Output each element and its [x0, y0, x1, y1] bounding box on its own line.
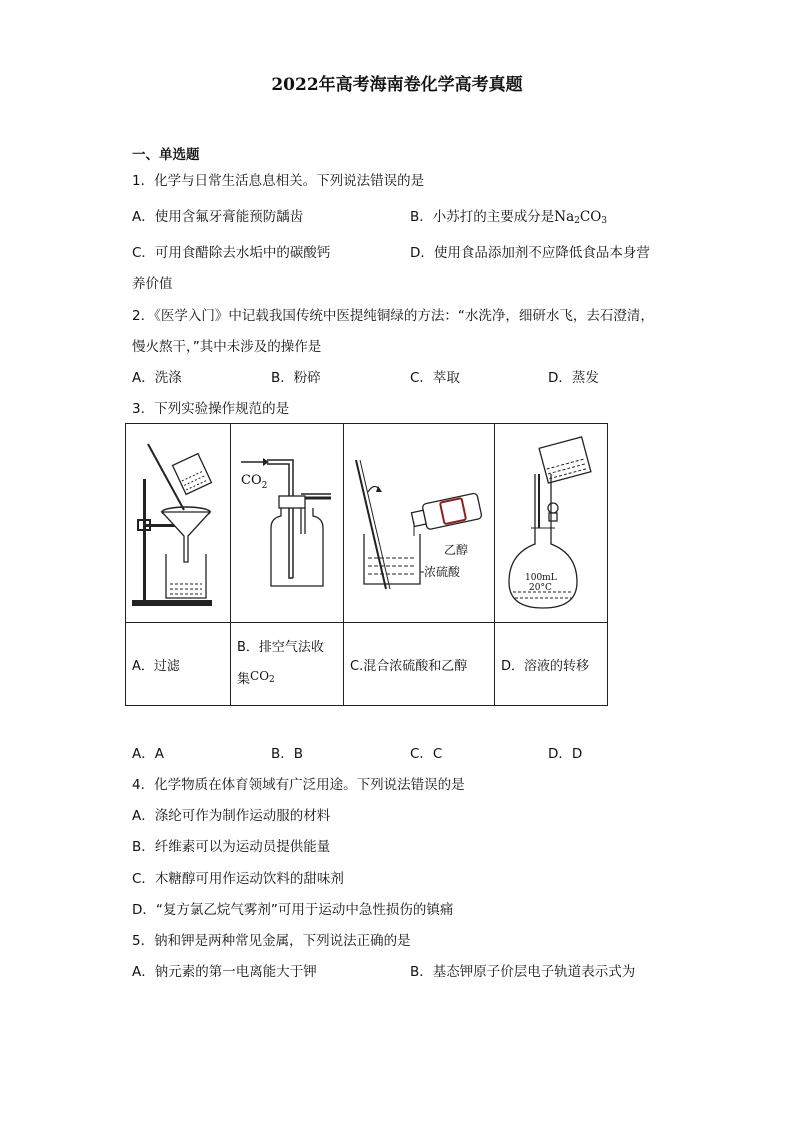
- gas-collection-diagram: [231, 424, 344, 623]
- label-b-line2: [237, 662, 343, 694]
- label-b: [231, 623, 344, 706]
- formula-subscript: 2: [269, 675, 275, 685]
- q4-option-d: D．“复方氯乙烷气雾剂”可用于运动中急性损伤的镇痛: [132, 902, 454, 918]
- q2-option-a: A．洗涤: [132, 370, 182, 386]
- q3-option-d: D．D: [548, 746, 583, 762]
- formula-element: Na: [554, 209, 575, 225]
- label-d: D．溶液的转移: [495, 623, 608, 706]
- ethanol-label: 乙醇: [444, 543, 469, 557]
- label-b-text: 集: [237, 672, 251, 687]
- label-b-line1: B．排空气法收: [237, 640, 324, 655]
- q2-option-c: C．萃取: [410, 370, 460, 386]
- q1-option-b: [410, 208, 607, 230]
- q3-option-b: B．B: [271, 746, 304, 762]
- section-heading: 一、单选题: [132, 147, 200, 163]
- q4-option-c: C．木糖醇可用作运动饮料的甜味剂: [132, 871, 344, 887]
- formula-subscript: 3: [601, 216, 608, 226]
- q1-stem: 1．化学与日常生活息息相关。下列说法错误的是: [132, 173, 425, 189]
- q1-option-b-text: B．小苏打的主要成分是: [410, 209, 555, 225]
- formula-element: CO: [250, 669, 270, 683]
- q4-stem: 4．化学物质在体育领域有广泛用途。下列说法错误的是: [132, 777, 465, 793]
- label-b-formula: [250, 669, 275, 683]
- q2-option-b: B．粉碎: [271, 370, 321, 386]
- mixing-diagram: [344, 424, 495, 623]
- q4-option-b: B．纤维素可以为运动员提供能量: [132, 839, 331, 855]
- q5-option-a: A．钠元素的第一电离能大于钾: [132, 964, 317, 980]
- q1-option-d-cont: 养价值: [132, 276, 173, 292]
- q2-option-d: D．蒸发: [548, 370, 599, 386]
- acid-label: 浓硫酸: [424, 565, 461, 579]
- co2-label: $CO_2$: [241, 473, 268, 491]
- label-c: C.混合浓硫酸和乙醇: [344, 623, 495, 706]
- q1-option-b-formula: [554, 209, 607, 225]
- q5-option-b: B．基态钾原子价层电子轨道表示式为: [410, 964, 636, 980]
- q1-option-c: C．可用食醋除去水垢中的碳酸钙: [132, 245, 331, 261]
- q2-stem-line1: 2．《医学入门》中记载我国传统中医提纯铜绿的方法：“水洗净，细研水飞，去石澄清，: [132, 308, 654, 324]
- q5-stem: 5．钠和钾是两种常见金属，下列说法正确的是: [132, 933, 411, 949]
- flask-temp-label: 20°C: [529, 583, 552, 593]
- label-a: A．过滤: [126, 623, 231, 706]
- q1-option-d: D．使用食品添加剂不应降低食品本身营: [410, 245, 650, 261]
- formula-element: CO: [579, 209, 602, 225]
- q3-option-c: C．C: [410, 746, 443, 762]
- filtration-diagram: [126, 424, 231, 623]
- experiment-table: [125, 423, 608, 706]
- flask-volume-label: 100mL: [525, 573, 557, 583]
- q2-stem-line2: 慢火熬干，”其中未涉及的操作是: [132, 339, 322, 355]
- q4-option-a: A．涤纶可作为制作运动服的材料: [132, 808, 331, 824]
- page-title: 2022年高考海南卷化学高考真题: [271, 75, 523, 95]
- q3-option-a: A．A: [132, 746, 164, 762]
- transfer-diagram: [495, 424, 608, 623]
- q1-option-a: A．使用含氟牙膏能预防龋齿: [132, 209, 304, 225]
- q3-stem: 3．下列实验操作规范的是: [132, 401, 290, 417]
- formula-subscript: 2: [574, 216, 580, 226]
